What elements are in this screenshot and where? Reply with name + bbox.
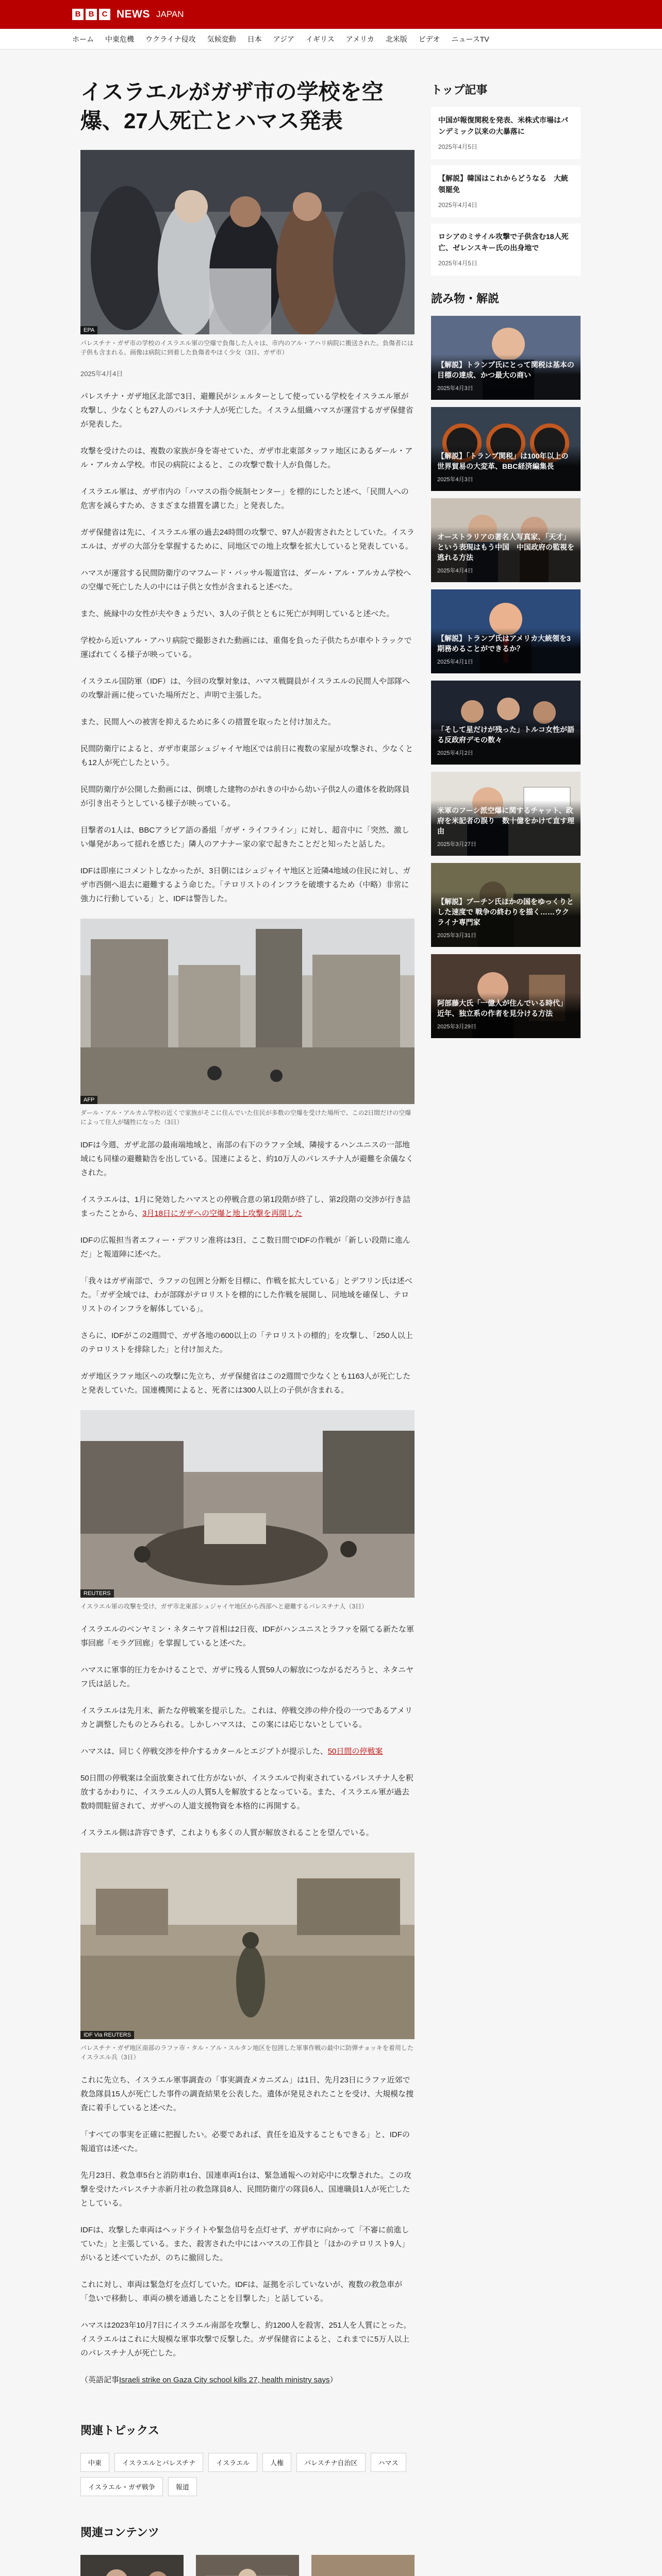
related-card[interactable] bbox=[311, 2555, 415, 2576]
feature-date: 2025年4月1日 bbox=[437, 659, 473, 665]
nav-asia[interactable]: アジア bbox=[273, 35, 295, 43]
paragraph: また、統縁中の女性が夫やきょうだい、3人の子供とともに死亡が判明していると述べた。 bbox=[80, 609, 394, 618]
source-suffix: ） bbox=[329, 2376, 338, 2384]
feature-title: 「そして星だけが残った」トルコ女性が語る反政府デモの数々 bbox=[437, 725, 574, 744]
feature-card[interactable] bbox=[431, 589, 581, 673]
nav-japan[interactable]: 日本 bbox=[247, 35, 262, 43]
paragraph: 目撃者の1人は、BBCアラビア語の番組「ガザ・ライフライン」に対し、超音中に「突然、激しい爆発があって揺れを感じた」隣人のアナナー家の家で起きたことだと知ったと話した。 bbox=[80, 826, 409, 849]
feature-title: 阿部藤大氏「一億人が住んでいる時代」 近年、独立系の作者を見分ける方法 bbox=[437, 999, 571, 1018]
feature-image bbox=[431, 589, 581, 673]
feature-image bbox=[431, 407, 581, 491]
feature-image bbox=[431, 863, 581, 947]
nav-climate[interactable]: 気候変動 bbox=[207, 35, 236, 43]
nav-ukraine[interactable]: ウクライナ侵攻 bbox=[145, 35, 196, 43]
nav-video[interactable]: ビデオ bbox=[418, 35, 440, 43]
paragraph: 民間防衛庁によると、ガザ市東部シュジャイヤ地区では前日に複数の家屋が攻撃され、少なくとも12人が死亡したという。 bbox=[80, 744, 413, 767]
paragraph: イスラエル国防軍（IDF）は、今回の攻撃対象は、ハマス戦闘員がイスラエルの民間人や部隊への攻撃計画に使っていた場所だと、声明で主張した。 bbox=[80, 677, 410, 700]
paragraph: 民間防衛庁が公開した動画には、倒壊した建物のがれきの中から幼い子供2人の遺体を救助隊員が引き出そうとしている様子が映っている。 bbox=[80, 785, 410, 808]
topic-chip[interactable]: パレスチナ自治区 bbox=[296, 2453, 365, 2472]
topic-chip[interactable]: 中東 bbox=[80, 2453, 109, 2472]
egypt-plan-link[interactable]: 50日間の停戦案 bbox=[327, 1747, 383, 1756]
paragraph: IDFは今週、ガザ北部の最南端地域と、南部の右下のラファ全域、隣接するハンユニスの一部地域にも同様の避難勧告を出している。国連によると、約10万人のパレスチナ人が避難を余儀なくされた。 bbox=[80, 1141, 413, 1177]
feature-date: 2025年4月3日 bbox=[437, 385, 473, 392]
nav-america[interactable]: アメリカ bbox=[345, 35, 374, 43]
top-story[interactable] bbox=[431, 107, 581, 159]
topic-chip[interactable]: 報道 bbox=[168, 2477, 197, 2496]
feature-date: 2025年3月29日 bbox=[437, 1024, 476, 1030]
topic-chip[interactable]: ハマス bbox=[371, 2453, 406, 2472]
paragraph: ガザ保健省は先に、イスラエル軍の過去24時間の攻撃で、97人が殺害されたとしていた。イスラエルは、ガザの大部分を掌握するために、同地区での地上攻撃を拡大していると発表している。 bbox=[80, 528, 415, 551]
image-4 bbox=[80, 1853, 415, 2039]
topic-chip[interactable]: イスラエル bbox=[208, 2453, 257, 2472]
paragraph: これに対し、車両は緊急灯を点灯していた。IDFは、証拠を示していないが、複数の救急車が「急いで移動し、車両の横を通過したことを目撃した」と話している。 bbox=[80, 2280, 403, 2303]
logo-letter-c: C bbox=[99, 9, 110, 20]
feature-caption bbox=[431, 993, 581, 1038]
paragraph: イスラエル軍は、ガザ市内の「ハマスの指令統制センター」を標的にしたと述べ、「民間人への危害を減らすため、さまざまな措置を講じた」と発表した。 bbox=[80, 487, 409, 510]
nav-uk[interactable]: イギリス bbox=[306, 35, 335, 43]
feature-card[interactable] bbox=[431, 681, 581, 765]
nav-news-tv[interactable]: ニュースTV bbox=[451, 35, 489, 43]
top-story-title: 【解説】韓国はこれからどうなる 大統領罷免 bbox=[438, 174, 568, 194]
feature-card[interactable] bbox=[431, 407, 581, 491]
feature-date: 2025年4月4日 bbox=[437, 568, 473, 574]
paragraph-with-link bbox=[80, 1193, 415, 1221]
feature-image bbox=[431, 954, 581, 1038]
feature-image bbox=[431, 498, 581, 582]
paragraph: ハマスに軍事的圧力をかけることで、ガザに残る人質59人の解放につながるだろうと、ネタニヤフ氏は話した。 bbox=[80, 1666, 414, 1688]
feature-title: 【解説】トランプ氏にとって関税は基本の目標の達成、かつ最大の商い bbox=[437, 361, 574, 379]
feature-caption bbox=[431, 800, 581, 856]
related-card[interactable] bbox=[196, 2555, 299, 2576]
paragraph-text: ハマスは、同じく停戦交渉を仲介するカタールとエジプトが提示した、 bbox=[80, 1747, 328, 1756]
feature-title: 米軍のフーシ派空爆に関するチャット、政府を米記者の誤り 数十億をかけて直す理由 bbox=[437, 806, 574, 835]
topic-chip[interactable]: イスラエルとパレスチナ bbox=[114, 2453, 203, 2472]
topic-chip[interactable]: イスラエル・ガザ戦争 bbox=[80, 2477, 163, 2496]
related-grid bbox=[80, 2555, 415, 2576]
article-body-4 bbox=[80, 2073, 415, 2360]
image-2-credit: AFP bbox=[80, 1096, 97, 1104]
article-body-3 bbox=[80, 1622, 415, 1840]
image-2-figure bbox=[80, 919, 415, 1127]
paragraph-text: イスラエルは、1月に発効したハマスとの停戦合意の第1段階が終了し、第2段階の交渉が行き詰まったことから、 bbox=[80, 1195, 410, 1218]
paragraph: ガザ地区ラファ地区への攻撃に先立ち、ガザ保健省はこの2週間で少なくとも1163人が死亡したと発表していた。国連機関によると、死者には300人以上の子供が含まれる。 bbox=[80, 1372, 411, 1395]
article-body-2 bbox=[80, 1138, 415, 1397]
feature-caption bbox=[431, 354, 581, 400]
paragraph: これに先立ち、イスラエル軍事調査の「事実調査メカニズム」は1日、先月23日にラファ近郊で救急隊員15人が死亡した事件の調査結果を公表した。遺体が発見されたことを受け、大規模な捜査に着手していると述べた。 bbox=[80, 2076, 414, 2112]
related-thumbnail bbox=[80, 2555, 184, 2576]
image-4-figure bbox=[80, 1853, 415, 2062]
feature-image bbox=[431, 681, 581, 765]
image-3-caption: イスラエル軍の攻撃を受け、ガザ市北東部シュジャイヤ地区から西部へと避難するパレスチナ人（3日） bbox=[80, 1603, 368, 1610]
paragraph: イスラエル側は許容できず、これよりも多くの人質が解放されることを望んでいる。 bbox=[80, 1828, 374, 1837]
top-story-date: 2025年4月4日 bbox=[438, 201, 478, 209]
english-source bbox=[80, 2373, 415, 2387]
feature-card[interactable] bbox=[431, 863, 581, 947]
hero-figure bbox=[80, 150, 415, 357]
feature-card[interactable] bbox=[431, 498, 581, 582]
feature-card[interactable] bbox=[431, 316, 581, 400]
paragraph: 学校から近いアル・アハリ病院で撮影された動画には、重傷を負った子供たちが車やトラックで運ばれてくる様子が映っている。 bbox=[80, 636, 412, 659]
feature-caption bbox=[431, 527, 581, 582]
nav-north-america[interactable]: 北米版 bbox=[385, 35, 407, 43]
paragraph: 攻撃を受けたのは、複数の家族が身を寄せていた、ガザ市北東部タッファ地区にあるダール・アル・アルカム学校。市民の病院によると、この攻撃で数十人が負傷した。 bbox=[80, 447, 413, 469]
feature-date: 2025年4月3日 bbox=[437, 477, 473, 483]
paragraph: IDFは即座にコメントしなかったが、3日朝にはシュジャイヤ地区と近隣4地域の住民に対し、ガザ市西側へ退去に避難するよう命じた。「テロリストのインフラを破壊するため（中略）非常に強力に行動している」と、IDFは警告した。 bbox=[80, 867, 411, 903]
feature-title: オーストラリアの著名人写真家、「天才」という表現はもう中国 中国政府の監視を逃れる方法 bbox=[437, 533, 574, 562]
paragraph: さらに、IDFがこの2週間で、ガザ各地の600以上の「テロリストの標的」を攻撃し、「250人以上のテロリストを排除した」と付け加えた。 bbox=[80, 1331, 413, 1354]
top-stories-heading: トップ記事 bbox=[431, 83, 488, 96]
topic-chip[interactable]: 人権 bbox=[262, 2453, 291, 2472]
feature-title: 【解説】プーチン氏ほかの国をゆっくりとした速度で 戦争の終わりを描く……ウクライナ専門家 bbox=[437, 897, 574, 926]
logo-letter-b2: B bbox=[86, 9, 97, 20]
feature-title: 【解説】「トランプ関税」は100年以上の世界貿易の大変革、BBC経済編集長 bbox=[437, 452, 569, 470]
paragraph: ハマスは2023年10月7日にイスラエル南部を攻撃し、約1200人を殺害、251人を人質にとった。イスラエルはこれに大規模な軍事攻撃で反撃した。ガザ保健省によると、これまでに5万人以上のパレスチナ人が死亡した。 bbox=[80, 2321, 411, 2358]
image-3-figure bbox=[80, 1410, 415, 1611]
top-story-title: ロシアのミサイル攻撃で子供含む18人死亡、ゼレンスキー氏の出身地で bbox=[438, 232, 569, 252]
paragraph: IDFの広報担当者エフィー・デフリン准将は3日、ここ数日間でIDFの作戦が「新しい段階に進んだ」と報道陣に述べた。 bbox=[80, 1236, 410, 1259]
paragraph-with-link bbox=[80, 1744, 415, 1758]
feature-date: 2025年3月27日 bbox=[437, 841, 476, 848]
top-story-date: 2025年4月5日 bbox=[438, 143, 478, 150]
image-2-caption: ダール・アル・アルカム学校の近くで家族がそこに住んでいた住民が多数の空爆を受けた場所で、この2日間だけの空爆によって住人が犠牲になった（3日） bbox=[80, 1109, 411, 1126]
paragraph: また、民間人への被害を抑えるために多くの措置を取ったと付け加えた。 bbox=[80, 718, 336, 726]
related-card[interactable] bbox=[80, 2555, 184, 2576]
topics-heading: 関連トピックス bbox=[80, 2424, 159, 2437]
english-source-link[interactable]: Israeli strike on Gaza City school kills 27, health ministry says bbox=[119, 2376, 330, 2384]
feature-title: 【解説】トランプ氏はアメリカ大統領を3期務めることができるか？ bbox=[437, 634, 571, 653]
feature-card[interactable] bbox=[431, 772, 581, 856]
related-thumbnail bbox=[311, 2555, 415, 2576]
feature-card[interactable] bbox=[431, 954, 581, 1038]
paragraph: イスラエルは先月末、新たな停戦案を提示した。これは、停戦交渉の仲介役の一つであるアメリカと調整したものとみられる。しかしハマスは、この案には応じないとしている。 bbox=[80, 1706, 412, 1729]
ceasefire-link[interactable]: 3月18日にガザへの空爆と地上攻撃を再開した bbox=[142, 1209, 303, 1218]
feature-image bbox=[431, 316, 581, 400]
paragraph: 「すべての事実を正確に把握したい。必要であれば、責任を追及することもできる」と、IDFの報道官は述べた。 bbox=[80, 2130, 410, 2153]
topic-list bbox=[80, 2453, 415, 2496]
top-story-date: 2025年4月5日 bbox=[438, 260, 478, 267]
source-prefix: （英語記事 bbox=[80, 2376, 120, 2384]
main-nav bbox=[0, 29, 662, 49]
feature-image bbox=[431, 772, 581, 856]
paragraph: 先月23日、救急車5台と消防車1台、国連車両1台は、緊急通報への対応中に攻撃された。この攻撃を受けたパレスチナ赤新月社の救急隊員8人、民間防衛庁の隊員6人、国連職員1人が死亡したとしている。 bbox=[80, 2171, 411, 2208]
related-heading: 関連コンテンツ bbox=[80, 2526, 159, 2539]
paragraph: 50日間の停戦案は全面放棄されて仕方がないが、イスラエルで拘束されているパレスチナ人を釈放するかわりに、イスラエル人の人質5人を解放するとなっている。また、イスラエル軍が過去数時間駐留されて、ガザへの人道支援物資を本格的に再開する。 bbox=[80, 1774, 413, 1810]
hero-image bbox=[80, 150, 415, 334]
image-4-credit: IDF Via REUTERS bbox=[80, 2031, 134, 2039]
top-story[interactable] bbox=[431, 165, 581, 217]
logo-edition: JAPAN bbox=[156, 9, 184, 19]
article-title: イスラエルがガザ市の学校を空爆、27人死亡とハマス発表 bbox=[80, 80, 384, 133]
nav-home[interactable]: ホーム bbox=[72, 35, 94, 43]
feature-caption bbox=[431, 891, 581, 947]
feature-date: 2025年3月31日 bbox=[437, 933, 476, 939]
top-story-title: 中国が報復関税を発表、米株式市場はパンデミック以来の大暴落に bbox=[438, 116, 568, 135]
feature-date: 2025年4月2日 bbox=[437, 750, 473, 756]
article-body bbox=[80, 389, 415, 906]
paragraph: イスラエルのベンヤミン・ネタニヤフ首相は2日夜、IDFがハンユニスとラファを隔てる新たな軍事回廊「モラグ回廊」を掌握していると述べた。 bbox=[80, 1625, 415, 1648]
article bbox=[80, 78, 415, 2576]
paragraph: IDFは、攻撃した車両はヘッドライトや緊急信号を点灯せず、ガザ市に向かって「不審に前進していた」と主張している。また、殺害された中にはハマスの工作員と「ほかのテロリスト9人」がいると述べていたが、のちに撤回した。 bbox=[80, 2226, 410, 2262]
paragraph: 「我々はガザ南部で、ラファの包囲と分断を目標に、作戦を拡大している」とデフリン氏は述べた。「ガザ全域では、わが部隊がテロリストを標的にした作戦を展開し、同地域を確保し、テロリストのインフラを解体している」。 bbox=[80, 1277, 412, 1313]
hero-credit: EPA bbox=[80, 326, 97, 334]
sidebar bbox=[431, 82, 581, 1045]
bbc-logo[interactable] bbox=[72, 9, 184, 20]
feature-caption bbox=[431, 446, 581, 491]
paragraph: パレスチナ・ガザ地区北部で3日、避難民がシェルターとして使っている学校をイスラエル軍が攻撃し、少なくとも27人のパレスチナ人が死亡した。イスラム組織ハマスが運営するガザ保健省が発表した。 bbox=[80, 392, 413, 429]
site-header bbox=[0, 0, 662, 29]
article-date: 2025年4月4日 bbox=[80, 370, 123, 378]
image-3-credit: REUTERS bbox=[80, 1589, 114, 1598]
features-heading: 読み物・解説 bbox=[431, 292, 500, 305]
logo-letter-b1: B bbox=[72, 9, 84, 20]
top-story[interactable] bbox=[431, 224, 581, 276]
image-3 bbox=[80, 1410, 415, 1598]
feature-caption bbox=[431, 628, 581, 673]
related-thumbnail bbox=[196, 2555, 299, 2576]
nav-mideast[interactable]: 中東危機 bbox=[105, 35, 134, 43]
logo-news: NEWS bbox=[117, 8, 150, 20]
image-2 bbox=[80, 919, 415, 1104]
hero-caption: パレスチナ・ガザ市の学校のイスラエル軍の空爆で負傷した人々は、市内のアル・アハリ病院に搬送された。負傷者には子供も含まれる。画像は病院に到着した負傷者やほく少女（3日、ガザ市） bbox=[80, 340, 413, 356]
image-4-caption: パレスチナ・ガザ地区南部のラファ市・タル・アル・スルタン地区を包囲した軍事作戦の最中に防弾チョッキを着用したイスラエル兵（3日） bbox=[80, 2044, 413, 2061]
paragraph: ハマスが運営する民間防衛庁のマフムード・バッサル報道官は、ダール・アル・アルカム学校への空爆で死亡した人の中には子供と女性が含まれると述べた。 bbox=[80, 569, 411, 591]
feature-caption bbox=[431, 719, 581, 765]
